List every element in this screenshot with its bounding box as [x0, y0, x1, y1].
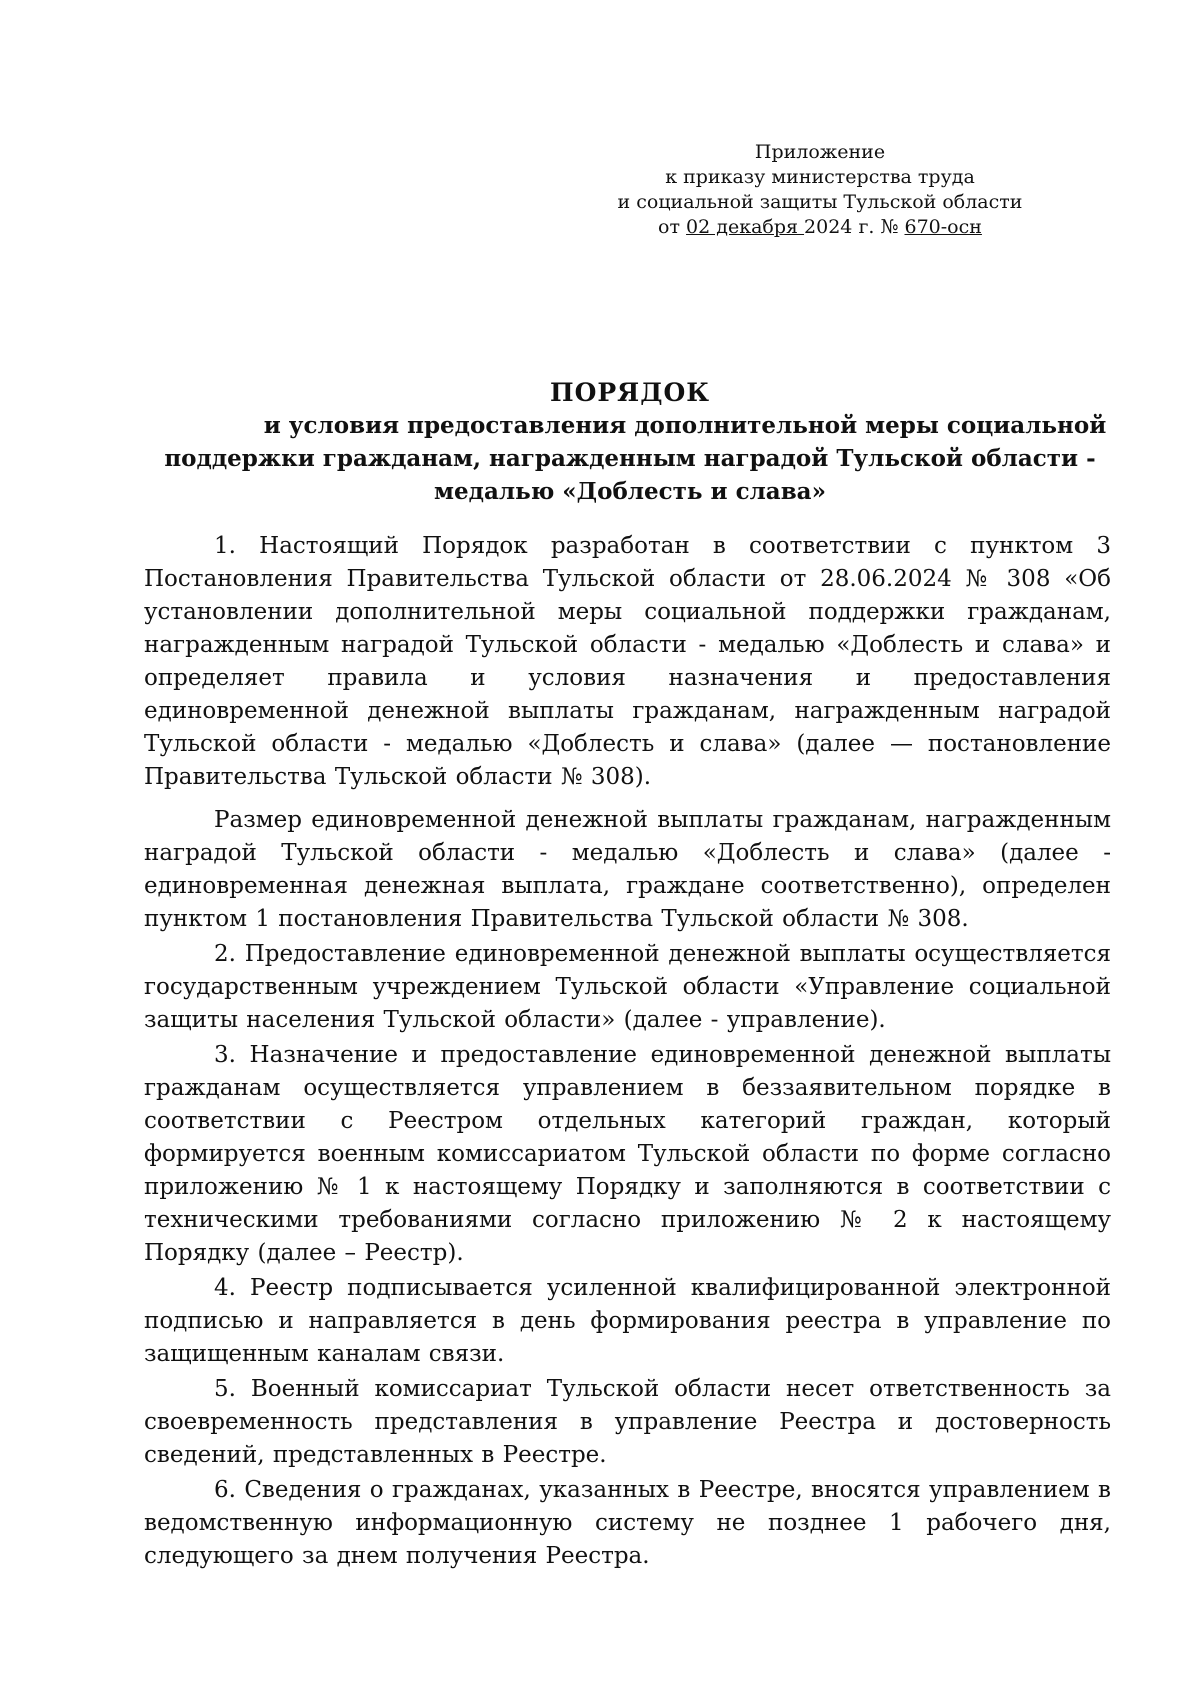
- title-main: ПОРЯДОК: [550, 378, 710, 407]
- title-line-3: поддержки гражданам, награжденным наградой Тульской области -: [164, 445, 1096, 472]
- order-number: 670-осн: [904, 216, 982, 238]
- paragraph-6: 6. Сведения о гражданах, указанных в Реестре, вносятся управлением в ведомственную информационную систему не позднее 1 рабочего дня, следующего за днем получения Реестра.: [144, 1477, 1111, 1569]
- attachment-order-ref: к приказу министерства труда: [665, 166, 975, 188]
- attachment-ministry: и социальной защиты Тульской области: [617, 191, 1023, 213]
- attachment-date-line: [560, 215, 1080, 240]
- paragraph-2: 2. Предоставление единовременной денежной выплаты осуществляется государственным учреждением Тульской области «Управление социальной защиты населения Тульской области» (далее - управление).: [144, 941, 1111, 1033]
- date-prefix: от: [658, 216, 687, 238]
- title-line-4: медалью «Доблесть и слава»: [434, 478, 826, 505]
- attachment-header: [560, 140, 1080, 240]
- paragraph-5: 5. Военный комиссариат Тульской области несет ответственность за своевременность представления в управление Реестра и достоверность сведений, представленных в Реестре.: [144, 1376, 1111, 1468]
- paragraph-1-sub: Размер единовременной денежной выплаты гражданам, награжденным наградой Тульской области - медалью «Доблесть и слава» (далее - единовременная денежная выплата, граждане соответственно), определен пунктом 1 постановления Правительства Тульской области № 308.: [144, 807, 1111, 932]
- paragraph-3: 3. Назначение и предоставление единовременной денежной выплаты гражданам осуществляется управлением в беззаявительном порядке в соответствии с Реестром отдельных категорий граждан, который формируется военным комиссариатом Тульской области по форме согласно приложению № 1 к настоящему Порядку и заполняются в соответствии с техническими требованиями согласно приложению № 2 к настоящему Порядку (далее – Реестр).: [144, 1042, 1111, 1266]
- order-date: 02 декабря: [686, 216, 805, 238]
- attachment-label: Приложение: [754, 141, 886, 163]
- paragraph-4: 4. Реестр подписывается усиленной квалифицированной электронной подписью и направляется в день формирования реестра в управление по защищенным каналам связи.: [144, 1275, 1111, 1367]
- paragraph-1: 1. Настоящий Порядок разработан в соответствии с пунктом 3 Постановления Правительства Тульской области от 28.06.2024 № 308 «Об установлении дополнительной меры социальной поддержки гражданам, награжденным наградой Тульской области - медалью «Доблесть и слава» и определяет правила и условия назначения и предоставления единовременной денежной выплаты гражданам, награжденным наградой Тульской области - медалью «Доблесть и слава» (далее — постановление Правительства Тульской области № 308).: [144, 533, 1111, 790]
- document-title: [150, 376, 1110, 508]
- order-year: 2024 г. №: [804, 216, 905, 238]
- document-body: [144, 530, 1111, 1573]
- title-line-2: и условия предоставления дополнительной меры социальной: [263, 412, 1107, 439]
